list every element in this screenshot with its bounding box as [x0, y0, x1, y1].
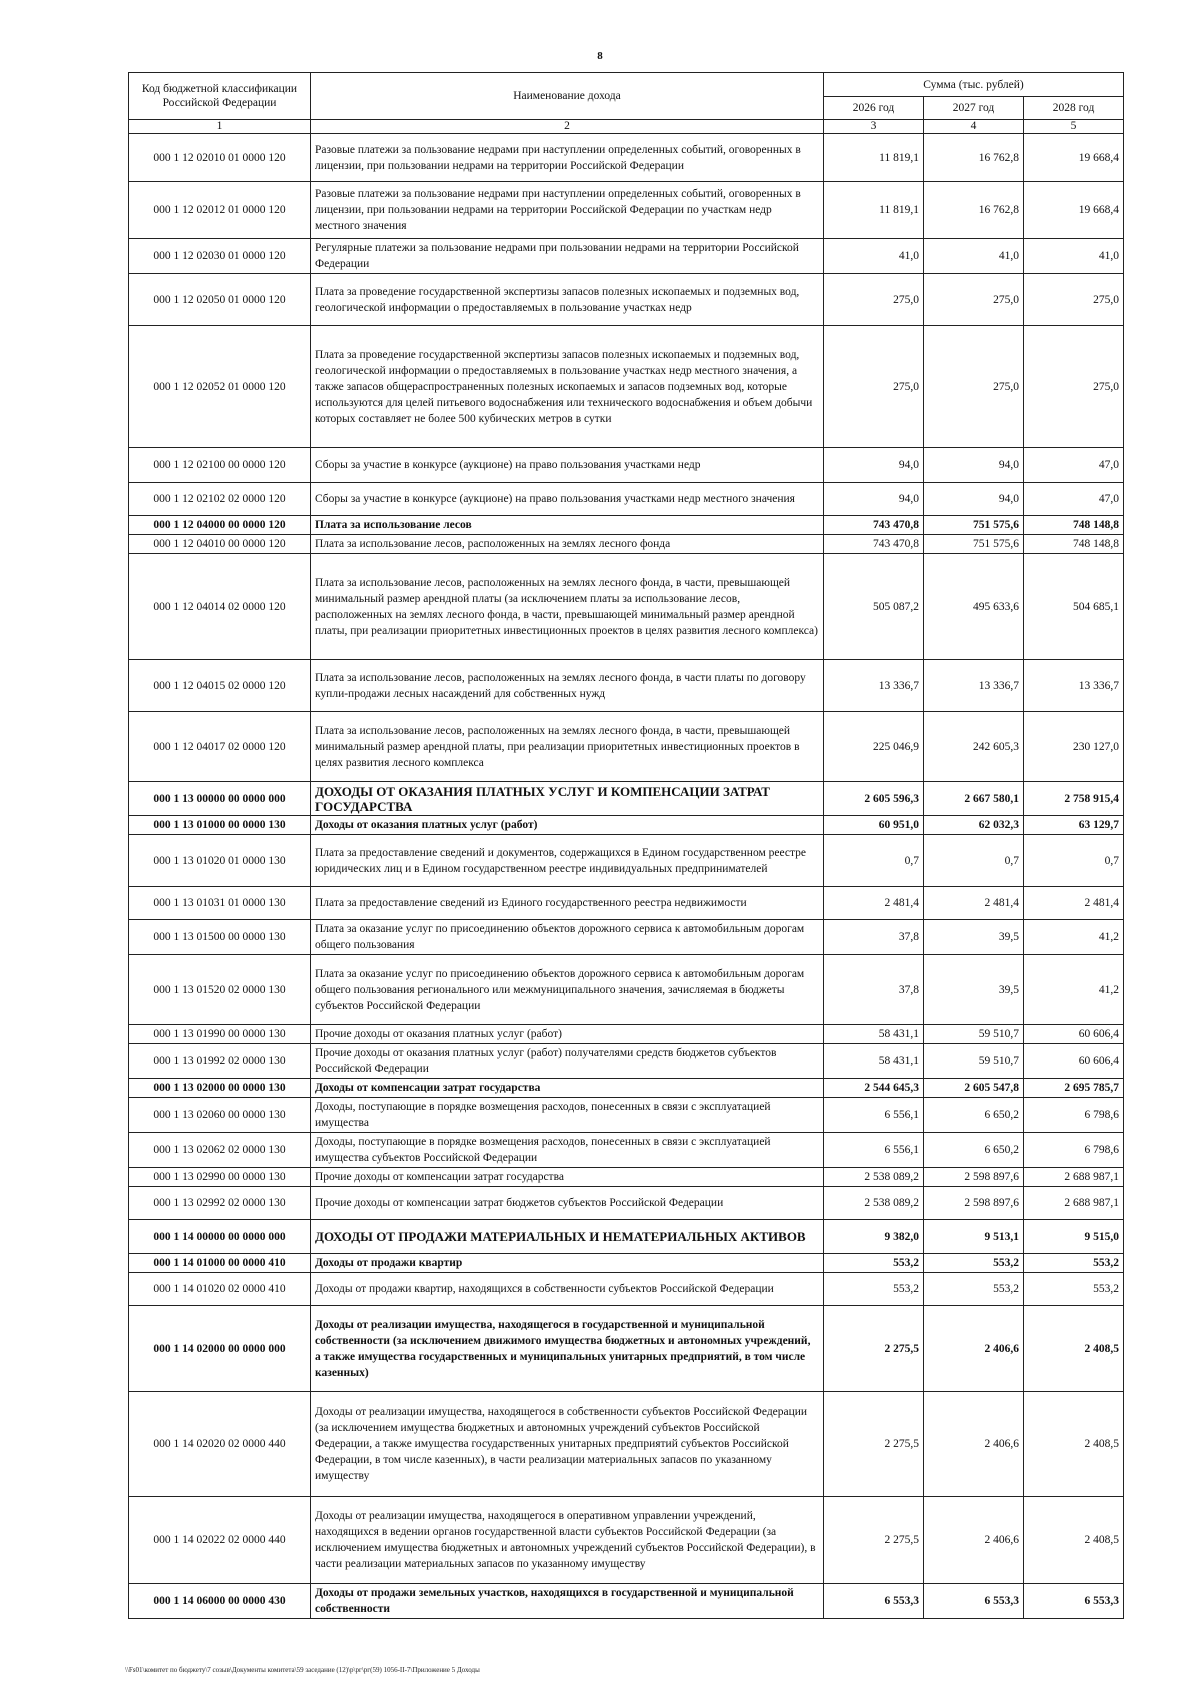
row-value-2026: 2 605 596,3	[824, 782, 924, 816]
row-value-2027: 94,0	[924, 483, 1024, 516]
row-value-2027: 6 650,2	[924, 1098, 1024, 1133]
row-code: 000 1 13 01992 02 0000 130	[129, 1044, 311, 1079]
row-value-2027: 2 667 580,1	[924, 782, 1024, 816]
row-code: 000 1 13 02000 00 0000 130	[129, 1079, 311, 1098]
row-value-2027: 2 598 897,6	[924, 1187, 1024, 1220]
row-name: Прочие доходы от оказания платных услуг (работ) получателями средств бюджетов субъектов Российской Федерации	[311, 1044, 824, 1079]
row-code: 000 1 13 01500 00 0000 130	[129, 920, 311, 955]
header-sum: Сумма (тыс. рублей)	[824, 73, 1124, 97]
row-code: 000 1 13 01000 00 0000 130	[129, 816, 311, 835]
row-value-2027: 2 406,6	[924, 1392, 1024, 1497]
row-name: Регулярные платежи за пользование недрами при пользовании недрами на территории Российской Федерации	[311, 239, 824, 274]
row-name: Плата за оказание услуг по присоединению объектов дорожного сервиса к автомобильным дорогам общего пользования	[311, 920, 824, 955]
row-value-2028: 9 515,0	[1024, 1220, 1124, 1254]
row-value-2026: 6 556,1	[824, 1133, 924, 1168]
row-code: 000 1 13 02990 00 0000 130	[129, 1168, 311, 1187]
row-value-2027: 2 605 547,8	[924, 1079, 1024, 1098]
row-code: 000 1 12 02012 01 0000 120	[129, 182, 311, 239]
table-row	[129, 887, 1124, 920]
row-value-2026: 553,2	[824, 1273, 924, 1306]
row-value-2026: 743 470,8	[824, 535, 924, 554]
row-value-2028: 63 129,7	[1024, 816, 1124, 835]
row-code: 000 1 12 02010 01 0000 120	[129, 134, 311, 182]
table-row	[129, 1584, 1124, 1619]
row-value-2027: 94,0	[924, 448, 1024, 483]
row-value-2027: 39,5	[924, 955, 1024, 1025]
table-row	[129, 1254, 1124, 1273]
row-value-2026: 2 544 645,3	[824, 1079, 924, 1098]
page-number: 8	[597, 50, 603, 62]
row-value-2026: 41,0	[824, 239, 924, 274]
row-name: Плата за проведение государственной экспертизы запасов полезных ископаемых и подземных вод, геологической информации о предоставляемых в пользование участках недр	[311, 274, 824, 326]
row-value-2027: 495 633,6	[924, 554, 1024, 660]
table-row	[129, 920, 1124, 955]
row-name: Доходы от оказания платных услуг (работ)	[311, 816, 824, 835]
row-value-2026: 11 819,1	[824, 182, 924, 239]
table-row	[129, 134, 1124, 182]
row-value-2028: 230 127,0	[1024, 712, 1124, 782]
row-value-2028: 2 408,5	[1024, 1392, 1124, 1497]
row-name: Плата за использование лесов, расположенных на землях лесного фонда, в части, превышающей минимальный размер арендной платы (за исключением платы за использование лесов, расположенных на землях лесного фонда, в части, превышающей минимальный размер арендной платы, при реализации приоритетных инвестиционных проектов в целях развития лесного комплекса)	[311, 554, 824, 660]
row-value-2028: 41,0	[1024, 239, 1124, 274]
row-code: 000 1 14 01000 00 0000 410	[129, 1254, 311, 1273]
row-value-2027: 2 406,6	[924, 1497, 1024, 1584]
row-value-2028: 41,2	[1024, 955, 1124, 1025]
table-row	[129, 535, 1124, 554]
row-name: Разовые платежи за пользование недрами при наступлении определенных событий, оговоренных в лицензии, при пользовании недрами на территории Российской Федерации по участкам недр местного значения	[311, 182, 824, 239]
revenue-table	[128, 72, 1124, 1619]
row-value-2028: 2 688 987,1	[1024, 1187, 1124, 1220]
row-value-2026: 2 275,5	[824, 1306, 924, 1392]
table-row	[129, 1079, 1124, 1098]
row-name: Плата за использование лесов, расположенных на землях лесного фонда	[311, 535, 824, 554]
table-row	[129, 1497, 1124, 1584]
table-row	[129, 1098, 1124, 1133]
row-value-2026: 225 046,9	[824, 712, 924, 782]
row-code: 000 1 12 02052 01 0000 120	[129, 326, 311, 448]
row-value-2026: 2 538 089,2	[824, 1168, 924, 1187]
row-value-2027: 2 481,4	[924, 887, 1024, 920]
col-number: 2	[311, 120, 824, 134]
row-name: Плата за использование лесов, расположенных на землях лесного фонда, в части платы по договору купли-продажи лесных насаждений для собственных нужд	[311, 660, 824, 712]
row-code: 000 1 13 02992 02 0000 130	[129, 1187, 311, 1220]
table-row	[129, 816, 1124, 835]
table-row	[129, 712, 1124, 782]
row-code: 000 1 12 02030 01 0000 120	[129, 239, 311, 274]
header-code: Код бюджетной классификации Российской Федерации	[129, 73, 311, 120]
row-code: 000 1 12 04000 00 0000 120	[129, 516, 311, 535]
row-value-2028: 553,2	[1024, 1254, 1124, 1273]
row-name: Прочие доходы от оказания платных услуг (работ)	[311, 1025, 824, 1044]
row-code: 000 1 14 01020 02 0000 410	[129, 1273, 311, 1306]
col-number: 4	[924, 120, 1024, 134]
row-value-2027: 751 575,6	[924, 535, 1024, 554]
row-value-2026: 2 538 089,2	[824, 1187, 924, 1220]
row-value-2026: 94,0	[824, 448, 924, 483]
row-code: 000 1 13 01031 01 0000 130	[129, 887, 311, 920]
row-name: Доходы от реализации имущества, находящегося в оперативном управлении учреждений, находящихся в ведении органов государственной власти субъектов Российской Федерации (за исключением имущества бюджетных и автономных учреждений субъектов Российской Федерации), в части реализации материальных запасов по указанному имуществу	[311, 1497, 824, 1584]
row-value-2028: 2 408,5	[1024, 1497, 1124, 1584]
table-row	[129, 1168, 1124, 1187]
table-row	[129, 1025, 1124, 1044]
row-value-2026: 94,0	[824, 483, 924, 516]
row-name: Плата за предоставление сведений и документов, содержащихся в Едином государственном реестре юридических лиц и в Едином государственном реестре индивидуальных предпринимателей	[311, 835, 824, 887]
row-name: Плата за использование лесов	[311, 516, 824, 535]
row-value-2028: 748 148,8	[1024, 535, 1124, 554]
row-code: 000 1 12 04014 02 0000 120	[129, 554, 311, 660]
table-row	[129, 660, 1124, 712]
row-value-2027: 751 575,6	[924, 516, 1024, 535]
table-row	[129, 955, 1124, 1025]
row-value-2027: 13 336,7	[924, 660, 1024, 712]
row-code: 000 1 12 02102 02 0000 120	[129, 483, 311, 516]
table-row	[129, 516, 1124, 535]
row-value-2026: 2 275,5	[824, 1497, 924, 1584]
row-name: Доходы от компенсации затрат государства	[311, 1079, 824, 1098]
row-value-2026: 553,2	[824, 1254, 924, 1273]
row-value-2027: 39,5	[924, 920, 1024, 955]
header-year-2028: 2028 год	[1024, 97, 1124, 120]
row-value-2028: 13 336,7	[1024, 660, 1124, 712]
row-name: ДОХОДЫ ОТ ОКАЗАНИЯ ПЛАТНЫХ УСЛУГ И КОМПЕНСАЦИИ ЗАТРАТ ГОСУДАРСТВА	[311, 782, 824, 816]
row-value-2026: 0,7	[824, 835, 924, 887]
col-number: 5	[1024, 120, 1124, 134]
row-name: Плата за использование лесов, расположенных на землях лесного фонда, в части, превышающей минимальный размер арендной платы, при реализации приоритетных инвестиционных проектов в целях развития лесного комплекса	[311, 712, 824, 782]
row-value-2028: 0,7	[1024, 835, 1124, 887]
table-row	[129, 1133, 1124, 1168]
table-row	[129, 1044, 1124, 1079]
row-name: Разовые платежи за пользование недрами при наступлении определенных событий, оговоренных в лицензии, при пользовании недрами на территории Российской Федерации	[311, 134, 824, 182]
row-value-2026: 9 382,0	[824, 1220, 924, 1254]
row-code: 000 1 14 02022 02 0000 440	[129, 1497, 311, 1584]
row-code: 000 1 13 01990 00 0000 130	[129, 1025, 311, 1044]
row-value-2026: 60 951,0	[824, 816, 924, 835]
row-code: 000 1 14 02020 02 0000 440	[129, 1392, 311, 1497]
table-row	[129, 448, 1124, 483]
row-name: Доходы от реализации имущества, находящегося в собственности субъектов Российской Федерации (за исключением имущества бюджетных и автономных учреждений субъектов Российской Федерации, а также имущества государственных унитарных предприятий субъектов Российской Федерации, в том числе казенных), в части реализации материальных запасов по указанному имуществу	[311, 1392, 824, 1497]
row-value-2026: 2 275,5	[824, 1392, 924, 1497]
table-row	[129, 1392, 1124, 1497]
row-code: 000 1 13 02060 00 0000 130	[129, 1098, 311, 1133]
table-row	[129, 483, 1124, 516]
row-value-2028: 275,0	[1024, 274, 1124, 326]
row-value-2026: 2 481,4	[824, 887, 924, 920]
row-value-2027: 59 510,7	[924, 1025, 1024, 1044]
row-value-2028: 2 688 987,1	[1024, 1168, 1124, 1187]
table-body	[129, 134, 1124, 1619]
row-value-2028: 553,2	[1024, 1273, 1124, 1306]
row-value-2028: 275,0	[1024, 326, 1124, 448]
row-value-2028: 2 408,5	[1024, 1306, 1124, 1392]
header-year-2026: 2026 год	[824, 97, 924, 120]
row-value-2028: 504 685,1	[1024, 554, 1124, 660]
row-name: Доходы от продажи квартир, находящихся в собственности субъектов Российской Федерации	[311, 1273, 824, 1306]
row-code: 000 1 13 01520 02 0000 130	[129, 955, 311, 1025]
row-value-2027: 16 762,8	[924, 134, 1024, 182]
row-code: 000 1 14 02000 00 0000 000	[129, 1306, 311, 1392]
row-name: Плата за оказание услуг по присоединению объектов дорожного сервиса к автомобильным дорогам общего пользования регионального или межмуниципального значения, зачисляемая в бюджеты субъектов Российской Федерации	[311, 955, 824, 1025]
row-code: 000 1 13 01020 01 0000 130	[129, 835, 311, 887]
row-value-2027: 0,7	[924, 835, 1024, 887]
row-value-2027: 275,0	[924, 326, 1024, 448]
col-number: 3	[824, 120, 924, 134]
row-name: Прочие доходы от компенсации затрат бюджетов субъектов Российской Федерации	[311, 1187, 824, 1220]
row-name: Доходы, поступающие в порядке возмещения расходов, понесенных в связи с эксплуатацией имущества	[311, 1098, 824, 1133]
row-value-2026: 13 336,7	[824, 660, 924, 712]
row-name: Доходы от продажи квартир	[311, 1254, 824, 1273]
row-value-2028: 60 606,4	[1024, 1025, 1124, 1044]
row-code: 000 1 12 04015 02 0000 120	[129, 660, 311, 712]
row-value-2027: 16 762,8	[924, 182, 1024, 239]
row-value-2027: 2 598 897,6	[924, 1168, 1024, 1187]
row-value-2027: 275,0	[924, 274, 1024, 326]
file-path-footer: \\Fs01\комитет по бюджету\7 созыв\Документы комитета\59 заседание (12)\р\рг\рг(59) 1056-II-7\Приложение 5 Доходы	[125, 1666, 480, 1674]
table-row	[129, 1187, 1124, 1220]
table-row	[129, 1273, 1124, 1306]
row-name: Сборы за участие в конкурсе (аукционе) на право пользования участками недр местного значения	[311, 483, 824, 516]
row-name: Доходы, поступающие в порядке возмещения расходов, понесенных в связи с эксплуатацией имущества субъектов Российской Федерации	[311, 1133, 824, 1168]
row-value-2026: 275,0	[824, 326, 924, 448]
row-value-2026: 58 431,1	[824, 1044, 924, 1079]
row-code: 000 1 12 04017 02 0000 120	[129, 712, 311, 782]
row-value-2028: 47,0	[1024, 448, 1124, 483]
row-value-2028: 748 148,8	[1024, 516, 1124, 535]
table-row	[129, 782, 1124, 816]
row-value-2028: 6 553,3	[1024, 1584, 1124, 1619]
table-row	[129, 554, 1124, 660]
row-value-2027: 553,2	[924, 1273, 1024, 1306]
row-code: 000 1 12 02100 00 0000 120	[129, 448, 311, 483]
row-name: Плата за проведение государственной экспертизы запасов полезных ископаемых и подземных вод, геологической информации о предоставляемых в пользование участках недр местного значения, а также запасов общераспространенных полезных ископаемых и запасов подземных вод, которые используются для целей питьевого водоснабжения или технического водоснабжения и объем добычи которых составляет не более 500 кубических метров в сутки	[311, 326, 824, 448]
table-row	[129, 326, 1124, 448]
col-number: 1	[129, 120, 311, 134]
row-value-2026: 58 431,1	[824, 1025, 924, 1044]
row-code: 000 1 12 04010 00 0000 120	[129, 535, 311, 554]
row-value-2027: 6 553,3	[924, 1584, 1024, 1619]
row-value-2026: 743 470,8	[824, 516, 924, 535]
row-value-2026: 37,8	[824, 920, 924, 955]
row-name: Прочие доходы от компенсации затрат государства	[311, 1168, 824, 1187]
row-value-2028: 60 606,4	[1024, 1044, 1124, 1079]
row-name: Доходы от реализации имущества, находящегося в государственной и муниципальной собственности (за исключением движимого имущества бюджетных и автономных учреждений, а также имущества государственных и муниципальных унитарных предприятий, в том числе казенных)	[311, 1306, 824, 1392]
table-row	[129, 1306, 1124, 1392]
header-name: Наименование дохода	[311, 73, 824, 120]
header-year-2027: 2027 год	[924, 97, 1024, 120]
row-value-2028: 47,0	[1024, 483, 1124, 516]
row-value-2028: 6 798,6	[1024, 1098, 1124, 1133]
row-value-2027: 41,0	[924, 239, 1024, 274]
row-value-2028: 6 798,6	[1024, 1133, 1124, 1168]
row-value-2028: 2 695 785,7	[1024, 1079, 1124, 1098]
row-value-2026: 505 087,2	[824, 554, 924, 660]
row-code: 000 1 12 02050 01 0000 120	[129, 274, 311, 326]
row-value-2027: 9 513,1	[924, 1220, 1024, 1254]
row-value-2026: 37,8	[824, 955, 924, 1025]
column-number-row	[129, 120, 1124, 134]
row-value-2028: 19 668,4	[1024, 182, 1124, 239]
table-row	[129, 1220, 1124, 1254]
row-value-2026: 275,0	[824, 274, 924, 326]
row-value-2027: 6 650,2	[924, 1133, 1024, 1168]
row-value-2028: 2 758 915,4	[1024, 782, 1124, 816]
table-row	[129, 835, 1124, 887]
row-name: Плата за предоставление сведений из Единого государственного реестра недвижимости	[311, 887, 824, 920]
row-value-2027: 62 032,3	[924, 816, 1024, 835]
row-value-2027: 242 605,3	[924, 712, 1024, 782]
row-name: Сборы за участие в конкурсе (аукционе) на право пользования участками недр	[311, 448, 824, 483]
table-row	[129, 239, 1124, 274]
row-code: 000 1 13 00000 00 0000 000	[129, 782, 311, 816]
table-row	[129, 182, 1124, 239]
row-value-2028: 19 668,4	[1024, 134, 1124, 182]
row-name: Доходы от продажи земельных участков, находящихся в государственной и муниципальной собственности	[311, 1584, 824, 1619]
row-code: 000 1 13 02062 02 0000 130	[129, 1133, 311, 1168]
row-value-2028: 2 481,4	[1024, 887, 1124, 920]
row-value-2026: 6 556,1	[824, 1098, 924, 1133]
row-value-2028: 41,2	[1024, 920, 1124, 955]
row-value-2026: 11 819,1	[824, 134, 924, 182]
row-value-2027: 2 406,6	[924, 1306, 1024, 1392]
row-name: ДОХОДЫ ОТ ПРОДАЖИ МАТЕРИАЛЬНЫХ И НЕМАТЕРИАЛЬНЫХ АКТИВОВ	[311, 1220, 824, 1254]
table-row	[129, 274, 1124, 326]
row-code: 000 1 14 06000 00 0000 430	[129, 1584, 311, 1619]
row-value-2026: 6 553,3	[824, 1584, 924, 1619]
row-value-2027: 59 510,7	[924, 1044, 1024, 1079]
row-code: 000 1 14 00000 00 0000 000	[129, 1220, 311, 1254]
row-value-2027: 553,2	[924, 1254, 1024, 1273]
